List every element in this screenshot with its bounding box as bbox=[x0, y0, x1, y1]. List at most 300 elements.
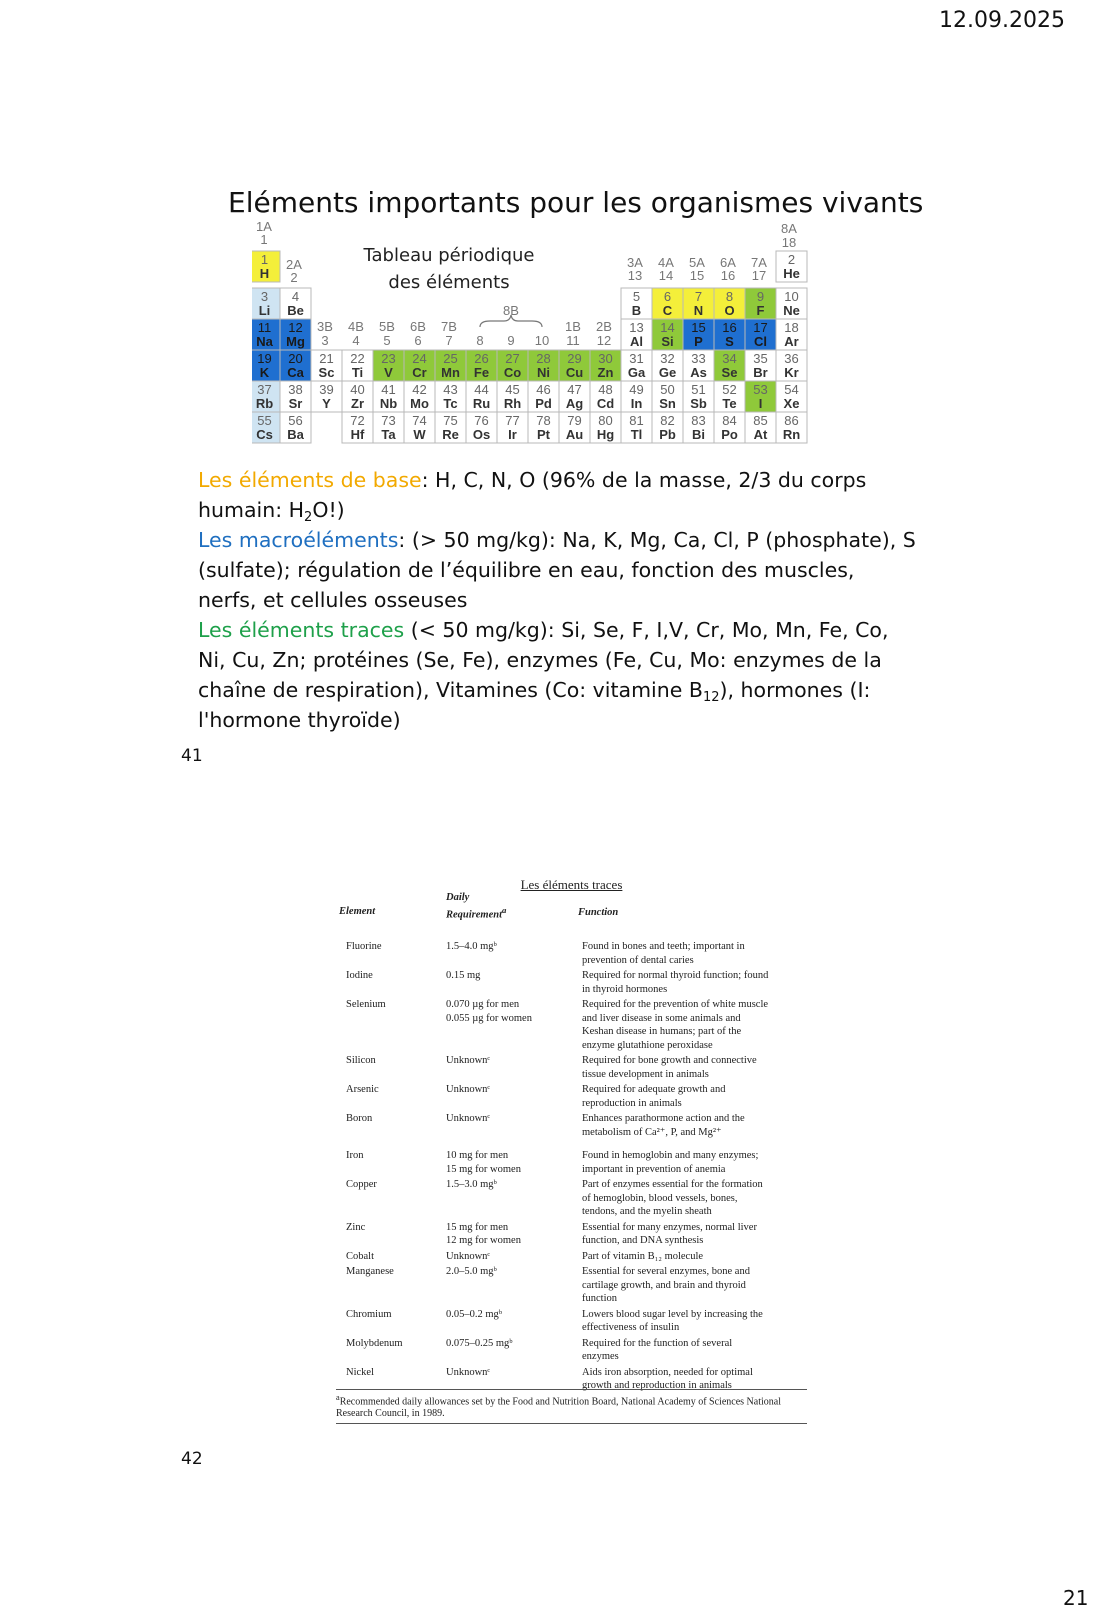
element-symbol: Ta bbox=[381, 427, 396, 442]
group-label: 8 bbox=[476, 333, 484, 348]
atomic-number: 79 bbox=[567, 413, 582, 428]
group-label: 1 bbox=[260, 232, 268, 247]
atomic-number: 33 bbox=[691, 351, 706, 366]
group-label: 3 bbox=[321, 333, 329, 348]
element-symbol: Te bbox=[722, 396, 737, 411]
element-symbol: Kr bbox=[784, 365, 799, 380]
element-cell-ti bbox=[342, 350, 373, 381]
cell-function: Part of vitamin B₁₂ molecule bbox=[582, 1250, 704, 1262]
element-cell-si bbox=[652, 319, 683, 350]
header-daily-requirement bbox=[446, 891, 506, 922]
atomic-number: 28 bbox=[536, 351, 551, 366]
table-row bbox=[336, 1308, 807, 1335]
atomic-number: 78 bbox=[536, 413, 551, 428]
element-cell-fe bbox=[466, 350, 497, 381]
element-symbol: Ga bbox=[627, 365, 646, 380]
element-cell-he bbox=[776, 251, 807, 282]
cell-function: Aids iron absorption, needed for optimal growth and reproduction in animals bbox=[582, 1366, 753, 1391]
cell-requirement: 0.075–0.25 mgᵇ bbox=[446, 1337, 513, 1349]
element-cell-k bbox=[252, 350, 280, 381]
element-symbol: Sr bbox=[288, 396, 303, 411]
atomic-number: 49 bbox=[629, 382, 644, 397]
group-label: 6A bbox=[720, 255, 736, 270]
header-function: Function bbox=[578, 907, 619, 918]
element-cell-cd bbox=[590, 381, 621, 412]
element-symbol: Cs bbox=[256, 427, 273, 442]
atomic-number: 42 bbox=[412, 382, 427, 397]
element-cell-re bbox=[435, 412, 466, 443]
element-cell-mn bbox=[435, 350, 466, 381]
element-symbol: Na bbox=[256, 334, 273, 349]
cell-requirement: 10 mg for men 15 mg for women bbox=[446, 1150, 521, 1175]
element-cell-c bbox=[652, 288, 683, 319]
element-cell-rn bbox=[776, 412, 807, 443]
cell-function: Lowers blood sugar level by increasing the effectiveness of insulin bbox=[582, 1308, 763, 1333]
group-label: 5 bbox=[383, 333, 391, 348]
group-label: 18 bbox=[781, 235, 797, 250]
trace-table-rows bbox=[336, 940, 807, 1395]
cell-function: Required for the prevention of white muscle and liver disease in some animals and Keshan disease in humans; part of the enzyme glutathione peroxidase bbox=[582, 999, 769, 1051]
element-cell-w bbox=[404, 412, 435, 443]
element-symbol: He bbox=[783, 266, 800, 281]
atomic-number: 13 bbox=[629, 320, 644, 335]
element-cell-li bbox=[252, 288, 280, 319]
cell-function: Essential for several enzymes, bone and cartilage growth, and brain and thyroid function bbox=[582, 1266, 750, 1304]
element-symbol: Rn bbox=[782, 427, 801, 442]
atomic-number: 7 bbox=[694, 289, 703, 304]
element-symbol: Y bbox=[322, 396, 331, 411]
atomic-number: 23 bbox=[381, 351, 396, 366]
group-label: 14 bbox=[658, 268, 674, 283]
atomic-number: 48 bbox=[598, 382, 613, 397]
element-cell-v bbox=[373, 350, 404, 381]
group-label: 5A bbox=[689, 255, 705, 270]
element-symbol: P bbox=[694, 334, 703, 349]
element-cell-zr bbox=[342, 381, 373, 412]
cell-element: Copper bbox=[346, 1179, 377, 1190]
atomic-number: 16 bbox=[722, 320, 737, 335]
atomic-number: 41 bbox=[381, 382, 396, 397]
atomic-number: 52 bbox=[722, 382, 737, 397]
group-label: 4 bbox=[352, 333, 360, 348]
atomic-number: 29 bbox=[567, 351, 582, 366]
element-cell-sr bbox=[280, 381, 311, 412]
table-row bbox=[336, 1054, 807, 1081]
group-label: 12 bbox=[596, 333, 612, 348]
atomic-number: 39 bbox=[319, 382, 334, 397]
group-label: 2 bbox=[290, 270, 298, 285]
atomic-number: 53 bbox=[753, 382, 768, 397]
element-cell-as bbox=[683, 350, 714, 381]
element-symbol: Cr bbox=[412, 365, 427, 380]
cell-function: Part of enzymes essential for the formation of hemoglobin, blood vessels, bones, tendons, and the myelin sheath bbox=[582, 1179, 763, 1217]
element-symbol: Os bbox=[472, 427, 491, 442]
element-symbol: Pt bbox=[537, 427, 550, 442]
element-cell-o bbox=[714, 288, 745, 319]
group-label: 11 bbox=[566, 333, 580, 348]
atomic-number: 37 bbox=[257, 382, 272, 397]
element-cell-at bbox=[745, 412, 776, 443]
cell-element: Iron bbox=[346, 1150, 364, 1161]
header-req-line2: Requirement bbox=[446, 909, 503, 921]
element-symbol: Li bbox=[258, 303, 271, 318]
element-cell-tc bbox=[435, 381, 466, 412]
element-cell-be bbox=[280, 288, 311, 319]
element-symbol: V bbox=[384, 365, 393, 380]
atomic-number: 44 bbox=[474, 382, 489, 397]
element-symbol: Zr bbox=[351, 396, 364, 411]
cell-requirement: Unknownᶜ bbox=[446, 1250, 491, 1262]
group-label: 7B bbox=[441, 319, 457, 334]
group-label: 13 bbox=[627, 268, 643, 283]
group-label: 2A bbox=[286, 257, 302, 272]
element-cell-sb bbox=[683, 381, 714, 412]
element-symbol: Po bbox=[721, 427, 738, 442]
element-symbol: K bbox=[259, 365, 270, 380]
table-row bbox=[336, 1083, 807, 1110]
element-symbol: Ne bbox=[783, 303, 800, 318]
element-symbol: Tl bbox=[630, 427, 643, 442]
element-symbol: Se bbox=[721, 365, 738, 380]
element-symbol: Sn bbox=[659, 396, 676, 411]
atomic-number: 32 bbox=[660, 351, 675, 366]
cell-requirement: Unknownᶜ bbox=[446, 1366, 491, 1378]
atomic-number: 40 bbox=[350, 382, 365, 397]
element-symbol: Co bbox=[503, 365, 522, 380]
element-symbol: Al bbox=[630, 334, 643, 349]
cell-function: Required for adequate growth and reproduction in animals bbox=[582, 1084, 726, 1109]
atomic-number: 20 bbox=[288, 351, 303, 366]
element-symbol: Zn bbox=[597, 365, 614, 380]
table-row bbox=[336, 1178, 807, 1219]
element-symbol: As bbox=[690, 365, 707, 380]
base-elements-label: Les éléments de base bbox=[198, 468, 422, 492]
element-symbol: Ag bbox=[565, 396, 584, 411]
table-row bbox=[336, 1250, 807, 1264]
cell-element: Zinc bbox=[346, 1221, 366, 1233]
base-elements-paragraph bbox=[198, 465, 918, 525]
atomic-number: 30 bbox=[598, 351, 613, 366]
cell-function: Required for bone growth and connective tissue development in animals bbox=[582, 1055, 757, 1080]
trace-elements-subscript: 12 bbox=[702, 690, 720, 705]
sheet-number: 21 bbox=[1063, 1586, 1089, 1610]
slide-42-page-number: 42 bbox=[181, 1449, 203, 1469]
element-cell-os bbox=[466, 412, 497, 443]
element-symbol: Ca bbox=[287, 365, 304, 380]
cell-element: Fluorine bbox=[346, 941, 382, 952]
element-cell-cu bbox=[559, 350, 590, 381]
group-label: 1B bbox=[565, 319, 581, 334]
cell-element: Silicon bbox=[346, 1055, 376, 1066]
table-row bbox=[336, 1265, 807, 1306]
cell-requirement: 0.070 µg for men 0.055 µg for women bbox=[446, 999, 532, 1024]
cell-function: Found in bones and teeth; important in prevention of dental caries bbox=[582, 941, 745, 966]
atomic-number: 1 bbox=[260, 252, 269, 267]
cell-requirement: 0.05–0.2 mgᵇ bbox=[446, 1308, 503, 1320]
group-label: 17 bbox=[751, 268, 767, 283]
element-cell-y bbox=[311, 381, 342, 412]
cell-requirement: Unknownᶜ bbox=[446, 1113, 491, 1124]
atomic-number: 81 bbox=[629, 413, 644, 428]
element-symbol: Sb bbox=[690, 396, 707, 411]
element-symbol: Hg bbox=[596, 427, 615, 442]
element-cell-co bbox=[497, 350, 528, 381]
element-symbol: Bi bbox=[692, 427, 705, 442]
atomic-number: 8 bbox=[725, 289, 734, 304]
element-symbol: Nb bbox=[379, 396, 398, 411]
element-symbol: W bbox=[413, 427, 426, 442]
cell-element: Iodine bbox=[346, 970, 373, 981]
group-label: 7A bbox=[751, 255, 767, 270]
cell-function: Essential for many enzymes, normal liver function, and DNA synthesis bbox=[582, 1221, 757, 1246]
base-elements-subscript: 2 bbox=[304, 510, 313, 525]
atomic-number: 85 bbox=[753, 413, 768, 428]
element-cell-zn bbox=[590, 350, 621, 381]
atomic-number: 80 bbox=[598, 413, 613, 428]
atomic-number: 55 bbox=[257, 413, 272, 428]
cell-element: Molybdenum bbox=[346, 1337, 403, 1349]
element-symbol: Pb bbox=[659, 427, 676, 442]
element-symbol: Re bbox=[442, 427, 459, 442]
atomic-number: 46 bbox=[536, 382, 551, 397]
element-symbol: Mo bbox=[410, 396, 429, 411]
atomic-number: 18 bbox=[784, 320, 799, 335]
base-elements-text: : H, C, N, O (96% de la masse, 2/3 du corps humain: H bbox=[198, 468, 867, 522]
element-symbol: O bbox=[724, 303, 735, 318]
element-symbol: C bbox=[662, 303, 673, 318]
element-cell-nb bbox=[373, 381, 404, 412]
atomic-number: 77 bbox=[505, 413, 520, 428]
element-symbol: Fe bbox=[473, 365, 490, 380]
table-row bbox=[336, 969, 807, 996]
element-cell-ga bbox=[621, 350, 652, 381]
table-row bbox=[336, 1337, 807, 1364]
atomic-number: 14 bbox=[660, 320, 675, 335]
base-elements-text-end: O!) bbox=[312, 498, 345, 522]
group-label: 5B bbox=[379, 319, 395, 334]
element-symbol: Mn bbox=[441, 365, 460, 380]
element-cell-na bbox=[252, 319, 280, 350]
macro-elements-paragraph bbox=[198, 525, 918, 615]
periodic-table-caption-line1: Tableau périodique bbox=[363, 245, 535, 266]
atomic-number: 56 bbox=[288, 413, 303, 428]
atomic-number: 74 bbox=[412, 413, 427, 428]
atomic-number: 54 bbox=[784, 382, 799, 397]
atomic-number: 3 bbox=[260, 289, 269, 304]
element-symbol: Tc bbox=[443, 396, 458, 411]
atomic-number: 35 bbox=[753, 351, 768, 366]
atomic-number: 76 bbox=[474, 413, 489, 428]
header-date: 12.09.2025 bbox=[939, 8, 1065, 33]
element-symbol: N bbox=[693, 303, 704, 318]
atomic-number: 26 bbox=[474, 351, 489, 366]
group-label: 4B bbox=[348, 319, 364, 334]
cell-function: Found in hemoglobin and many enzymes; important in prevention of anemia bbox=[582, 1150, 759, 1175]
table-row bbox=[336, 940, 807, 967]
slide-41-title: Eléments importants pour les organismes vivants bbox=[228, 186, 924, 219]
atomic-number: 4 bbox=[291, 289, 300, 304]
element-cell-in bbox=[621, 381, 652, 412]
header-element: Element bbox=[339, 906, 376, 917]
element-symbol: Hf bbox=[350, 427, 365, 442]
element-cell-rb bbox=[252, 381, 280, 412]
element-cell-hg bbox=[590, 412, 621, 443]
element-cell-mg bbox=[280, 319, 311, 350]
element-symbol: Cu bbox=[565, 365, 584, 380]
element-cell-ca bbox=[280, 350, 311, 381]
cell-requirement: 1.5–4.0 mgᵇ bbox=[446, 941, 497, 952]
cell-element: Cobalt bbox=[346, 1250, 374, 1262]
cell-function: Required for normal thyroid function; found in thyroid hormones bbox=[582, 970, 769, 995]
group-label: 8A bbox=[781, 221, 797, 236]
cell-element: Manganese bbox=[346, 1266, 394, 1277]
cell-function: Required for the function of several enzymes bbox=[582, 1337, 733, 1362]
element-cell-ta bbox=[373, 412, 404, 443]
element-symbol: Ba bbox=[287, 427, 304, 442]
element-cell-pd bbox=[528, 381, 559, 412]
group-label: 7 bbox=[445, 333, 453, 348]
element-cell-cs bbox=[252, 412, 280, 443]
element-symbol: Ru bbox=[472, 396, 491, 411]
element-symbol: Cl bbox=[754, 334, 767, 349]
cell-requirement: Unknownᶜ bbox=[446, 1084, 491, 1095]
element-symbol: Rh bbox=[503, 396, 522, 411]
element-cell-al bbox=[621, 319, 652, 350]
atomic-number: 10 bbox=[784, 289, 799, 304]
element-symbol: Mg bbox=[286, 334, 305, 349]
group-label: 8B bbox=[503, 303, 519, 318]
atomic-number: 9 bbox=[756, 289, 765, 304]
group-label: 6B bbox=[410, 319, 426, 334]
element-symbol: Ni bbox=[537, 365, 550, 380]
atomic-number: 50 bbox=[660, 382, 675, 397]
atomic-number: 31 bbox=[629, 351, 644, 366]
element-symbol: H bbox=[259, 266, 270, 281]
atomic-number: 73 bbox=[381, 413, 396, 428]
element-cell-hf bbox=[342, 412, 373, 443]
element-cell-f bbox=[745, 288, 776, 319]
trace-table-title: Les éléments traces bbox=[520, 877, 623, 892]
atomic-number: 22 bbox=[350, 351, 365, 366]
atomic-number: 47 bbox=[567, 382, 582, 397]
element-symbol: Ar bbox=[784, 334, 799, 349]
element-cell-ni bbox=[528, 350, 559, 381]
atomic-number: 5 bbox=[632, 289, 641, 304]
atomic-number: 38 bbox=[288, 382, 303, 397]
atomic-number: 75 bbox=[443, 413, 458, 428]
group-label: 9 bbox=[507, 333, 515, 348]
header-req-sup: a bbox=[502, 905, 507, 915]
atomic-number: 12 bbox=[288, 320, 303, 335]
group-label: 10 bbox=[534, 333, 550, 348]
group-label: 6 bbox=[414, 333, 422, 348]
trace-elements-text-end: ), hormones (I: l'hormone thyroïde) bbox=[198, 678, 871, 732]
trace-table-footnote bbox=[336, 1389, 807, 1424]
cell-requirement: 15 mg for men 12 mg for women bbox=[446, 1221, 521, 1246]
atomic-number: 86 bbox=[784, 413, 799, 428]
cell-function: Enhances parathormone action and the metabolism of Ca²⁺, P, and Mg²⁺ bbox=[582, 1113, 745, 1138]
element-cell-tl bbox=[621, 412, 652, 443]
element-cell-bi bbox=[683, 412, 714, 443]
element-cell-sn bbox=[652, 381, 683, 412]
cell-requirement: 2.0–5.0 mgᵇ bbox=[446, 1266, 497, 1277]
group-label: 3A bbox=[627, 255, 643, 270]
atomic-number: 45 bbox=[505, 382, 520, 397]
atomic-number: 11 bbox=[257, 320, 272, 335]
group-label: 15 bbox=[689, 268, 705, 283]
atomic-number: 21 bbox=[319, 351, 334, 366]
periodic-table-caption-line2: des éléments bbox=[388, 272, 510, 293]
cell-element: Chromium bbox=[346, 1308, 392, 1320]
element-symbol: In bbox=[630, 396, 643, 411]
atomic-number: 19 bbox=[257, 351, 272, 366]
group-label: 2B bbox=[596, 319, 612, 334]
cell-element: Selenium bbox=[346, 999, 386, 1010]
element-symbol: F bbox=[756, 303, 765, 318]
element-cell-pt bbox=[528, 412, 559, 443]
cell-requirement: Unknownᶜ bbox=[446, 1055, 491, 1066]
element-cell-ir bbox=[497, 412, 528, 443]
element-cell-cl bbox=[745, 319, 776, 350]
atomic-number: 27 bbox=[505, 351, 520, 366]
element-symbol: Sc bbox=[318, 365, 335, 380]
group-label: 1A bbox=[256, 221, 272, 234]
element-symbol: Si bbox=[661, 334, 674, 349]
element-cell-pb bbox=[652, 412, 683, 443]
cell-element: Arsenic bbox=[346, 1084, 379, 1095]
atomic-number: 36 bbox=[784, 351, 799, 366]
element-symbol: Be bbox=[287, 303, 304, 318]
element-cell-kr bbox=[776, 350, 807, 381]
atomic-number: 84 bbox=[722, 413, 737, 428]
macro-elements-text: : (> 50 mg/kg): Na, K, Mg, Ca, Cl, P (phosphate), S (sulfate); régulation de l’équilibre en eau, fonction des muscles, nerfs, et cellules osseuses bbox=[198, 528, 916, 612]
atomic-number: 17 bbox=[753, 320, 768, 335]
element-symbol: Au bbox=[565, 427, 584, 442]
element-symbol: Ir bbox=[508, 427, 517, 442]
element-symbol: I bbox=[758, 396, 763, 411]
element-cell-xe bbox=[776, 381, 807, 412]
element-cell-au bbox=[559, 412, 590, 443]
element-cell-ar bbox=[776, 319, 807, 350]
atomic-number: 34 bbox=[722, 351, 737, 366]
element-symbol: Cd bbox=[596, 396, 615, 411]
element-symbol: Xe bbox=[783, 396, 800, 411]
cell-element: Boron bbox=[346, 1113, 373, 1124]
atomic-number: 24 bbox=[412, 351, 427, 366]
table-row bbox=[336, 1149, 807, 1176]
element-symbol: B bbox=[631, 303, 642, 318]
element-cell-ne bbox=[776, 288, 807, 319]
element-cell-po bbox=[714, 412, 745, 443]
atomic-number: 72 bbox=[350, 413, 365, 428]
element-cell-sc bbox=[311, 350, 342, 381]
element-symbol: Pd bbox=[535, 396, 552, 411]
atomic-number: 43 bbox=[443, 382, 458, 397]
atomic-number: 25 bbox=[443, 351, 458, 366]
atomic-number: 83 bbox=[691, 413, 706, 428]
table-row bbox=[336, 998, 807, 1052]
atomic-number: 15 bbox=[691, 320, 706, 335]
8b-brace bbox=[480, 315, 542, 327]
cell-requirement: 0.15 mg bbox=[446, 970, 481, 981]
element-cell-ge bbox=[652, 350, 683, 381]
trace-elements-text: (< 50 mg/kg): Si, Se, F, I,V, Cr, Mo, Mn, Fe, Co, Ni, Cu, Zn; protéines (Se, Fe), enzymes (Fe, Cu, Mo: enzymes de la chaîne de respiration), Vitamines (Co: vitamine B bbox=[198, 618, 889, 702]
slide-41-page-number: 41 bbox=[181, 746, 203, 766]
element-symbol: Ge bbox=[658, 365, 677, 380]
group-label: 16 bbox=[720, 268, 736, 283]
macro-elements-label: Les macroéléments bbox=[198, 528, 399, 552]
cell-element: Nickel bbox=[346, 1366, 374, 1378]
